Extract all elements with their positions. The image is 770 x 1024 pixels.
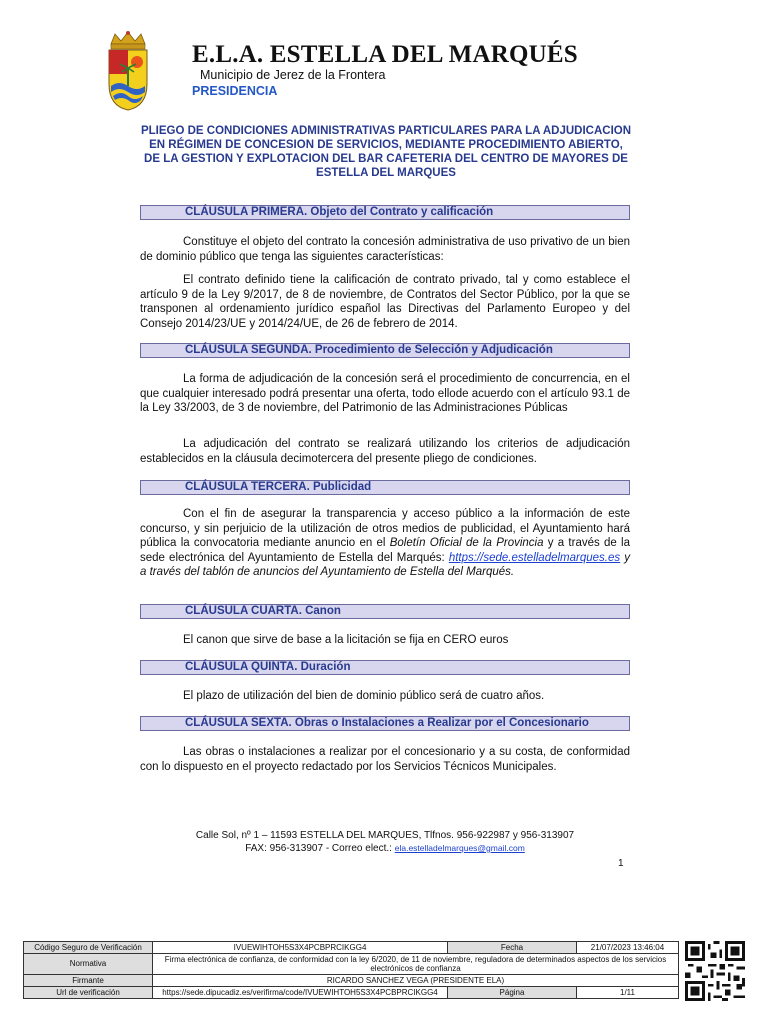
clause-heading-text: CLÁUSULA CUARTA. Canon bbox=[185, 605, 341, 617]
clause-heading-1 bbox=[140, 205, 630, 220]
qr-code-icon bbox=[685, 941, 745, 1001]
footer-contact bbox=[140, 842, 630, 855]
code-value: IVUEWIHTOH5S3X4PCBPRCIKGG4 bbox=[153, 942, 448, 954]
date-label: Fecha bbox=[448, 942, 577, 954]
clause-paragraph bbox=[140, 273, 630, 331]
table-row bbox=[24, 954, 679, 975]
page-number: 1 bbox=[618, 858, 624, 869]
paragraph-text: y a través de la sede electrónica del Ayuntamiento de Estella del Marqués: bbox=[140, 537, 630, 564]
bulletin-name: Boletín Oficial de la Provincia bbox=[389, 537, 544, 549]
clause-paragraph: El canon que sirve de base a la licitación se fija en CERO euros bbox=[183, 634, 509, 646]
footer-address-block bbox=[140, 829, 630, 855]
verification-table bbox=[23, 941, 679, 999]
signer-label: Firmante bbox=[24, 975, 153, 987]
clause-heading-text: CLÁUSULA SEXTA. Obras o Instalaciones a Realizar por el Concesionario bbox=[185, 717, 589, 729]
page-label: Página bbox=[448, 987, 577, 999]
clause-heading-6 bbox=[140, 716, 630, 731]
clause-paragraph bbox=[140, 372, 630, 416]
footer-address: Calle Sol, nº 1 – 11593 ESTELLA DEL MARQUES, Tlfnos. 956-922987 y 956-313907 bbox=[195, 830, 575, 841]
coat-of-arms-icon bbox=[103, 30, 153, 112]
footer-fax: FAX: 956-313907 - Correo elect.: bbox=[245, 843, 395, 854]
clause-heading-text: CLÁUSULA PRIMERA. Objeto del Contrato y calificación bbox=[185, 206, 494, 218]
clause-paragraph bbox=[140, 235, 630, 264]
clause-heading-text: CLÁUSULA SEGUNDA. Procedimiento de Selección y Adjudicación bbox=[185, 344, 553, 356]
paragraph-text-italic: y a través del tablón de anuncios del Ayuntamiento de Estella del Marqués. bbox=[140, 551, 630, 578]
clause-heading-2 bbox=[140, 343, 630, 358]
norm-value: Firma electrónica de confianza, de conformidad con la ley 6/2020, de 11 de noviembre, reguladora de determinados aspectos de los servicios electrónicos de confianza bbox=[153, 954, 679, 975]
date-value: 21/07/2023 13:46:04 bbox=[577, 942, 679, 954]
paragraph-text: Las obras o instalaciones a realizar por el concesionario y a su costa, de conformidad con lo dispuesto en el proyecto redactado por los Servicios Técnicos Municipales. bbox=[140, 746, 630, 773]
sede-link[interactable]: https://sede.estelladelmarques.es bbox=[448, 551, 621, 564]
document-title: PLIEGO DE CONDICIONES ADMINISTRATIVAS PARTICULARES PARA LA ADJUDICACION EN RÉGIMEN DE CONCESION DE SERVICIOS, MEDIANTE PROCEDIMIENTO ABIERTO, DE LA GESTION Y EXPLOTACION DEL BAR CAFETERIA DEL CENTRO DE MAYORES DE ESTELLA DEL MARQUES bbox=[140, 125, 632, 179]
paragraph-text: La forma de adjudicación de la concesión será el procedimiento de concurrencia, en el que cualquier interesado podrá presentar una oferta, todo ellode acuerdo con el artículo 93.1 de la Ley 33/2003, de 3 de noviembre, del Patrimonio de las Administraciones Públicas bbox=[140, 373, 630, 414]
clause-paragraph bbox=[140, 745, 630, 774]
paragraph-text: Constituye el objeto del contrato la concesión administrativa de uso privativo de un bien de dominio público que tenga las siguientes características: bbox=[140, 236, 630, 263]
org-department: PRESIDENCIA bbox=[192, 84, 278, 98]
paragraph-text: El contrato definido tiene la calificación de contrato privado, tal y como establece el artículo 9 de la Ley 9/2017, de 8 de noviembre, de Contratos del Sector Público, por la que se transponen al ordenamiento jurídico español las Directivas del Parlamento Europeo y del Consejo 2014/23/UE y 2014/24/UE, de 26 de febrero de 2014. bbox=[140, 274, 630, 330]
paragraph-text: La adjudicación del contrato se realizará utilizando los criterios de adjudicación establecidos en la cláusula decimotercera del presente pliego de condiciones. bbox=[140, 438, 630, 465]
table-row bbox=[24, 975, 679, 987]
footer-email-link[interactable]: ela.estelladelmarques@gmail.com bbox=[394, 843, 525, 853]
clause-paragraph: El plazo de utilización del bien de dominio público será de cuatro años. bbox=[183, 690, 545, 702]
paragraph-text: Con el fin de asegurar la transparencia y acceso público a la información de este concurso, y sin perjuicio de la utilización de otros medios de publicidad, el Ayuntamiento hará pública la convocatoria mediante anuncio en el bbox=[140, 508, 630, 549]
url-label: Url de verificación bbox=[24, 987, 153, 999]
norm-label: Normativa bbox=[24, 954, 153, 975]
code-label: Código Seguro de Verificación bbox=[24, 942, 153, 954]
clause-paragraph bbox=[140, 507, 630, 580]
clause-paragraph bbox=[140, 437, 630, 466]
clause-heading-5 bbox=[140, 660, 630, 675]
clause-heading-text: CLÁUSULA TERCERA. Publicidad bbox=[185, 481, 372, 493]
url-value[interactable]: https://sede.dipucadiz.es/verifirma/code/IVUEWIHTOH5S3X4PCBPRCIKGG4 bbox=[153, 987, 448, 999]
page-value: 1/11 bbox=[577, 987, 679, 999]
table-row bbox=[24, 942, 679, 954]
org-subtitle: Municipio de Jerez de la Frontera bbox=[200, 68, 386, 82]
clause-heading-3 bbox=[140, 480, 630, 495]
signer-value: RICARDO SANCHEZ VEGA (PRESIDENTE ELA) bbox=[153, 975, 679, 987]
clause-heading-4 bbox=[140, 604, 630, 619]
org-title: E.L.A. ESTELLA DEL MARQUÉS bbox=[192, 41, 578, 68]
clause-heading-text: CLÁUSULA QUINTA. Duración bbox=[185, 661, 351, 673]
table-row bbox=[24, 987, 679, 999]
